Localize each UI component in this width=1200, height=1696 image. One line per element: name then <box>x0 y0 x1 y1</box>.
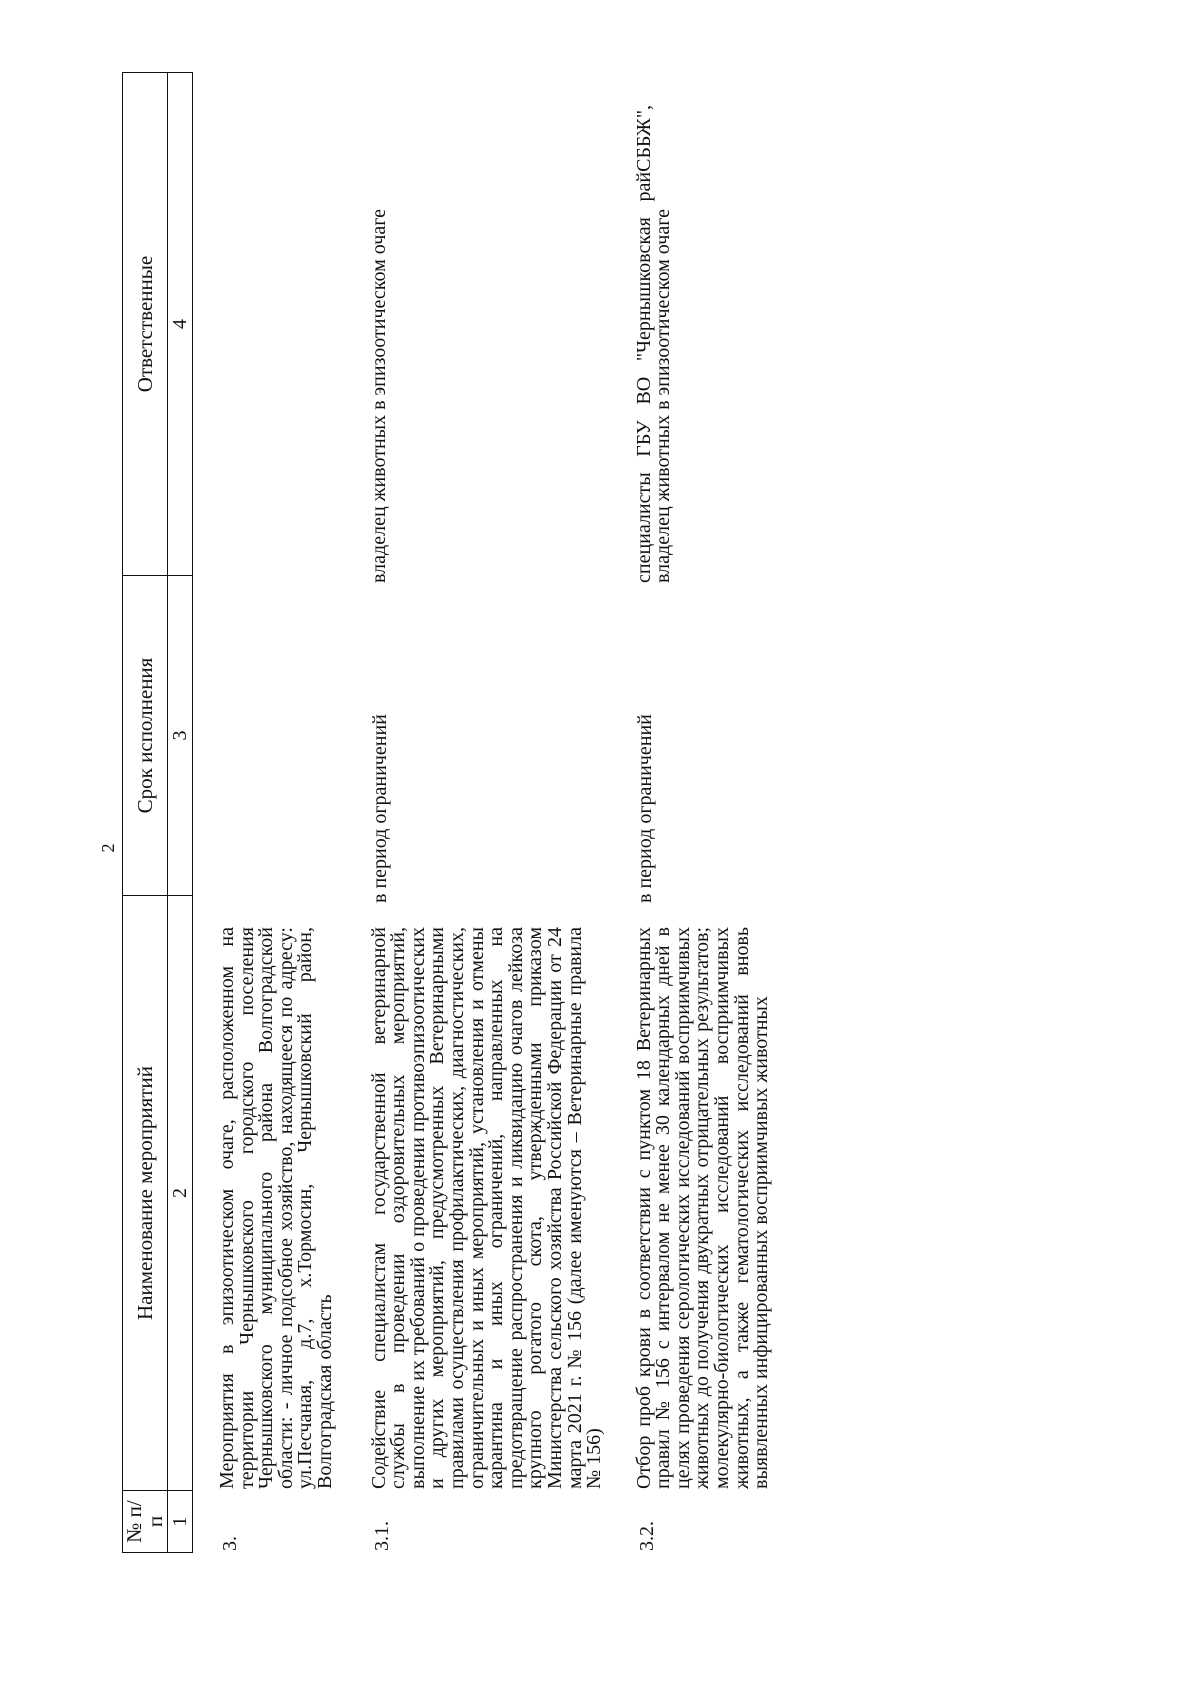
header-responsible: Ответственные <box>123 73 168 576</box>
row-responsible: владелец животных в эпизоотическом очаге <box>367 208 390 583</box>
table-body <box>216 105 806 1553</box>
row-num: 3. <box>219 1536 241 1551</box>
row-responsible: специалисты ГБУ ВО "Чернышковская райСББЖ", владелец животных в эпизоотическом очаге <box>632 105 675 583</box>
row-num: 3.2. <box>635 1521 658 1551</box>
column-number-4: 4 <box>168 73 193 576</box>
column-number-1: 1 <box>168 1491 193 1553</box>
header-term: Срок исполнения <box>123 576 168 896</box>
row-num: 3.1. <box>370 1521 393 1551</box>
column-number-2: 2 <box>168 896 193 1491</box>
column-number-3: 3 <box>168 576 193 896</box>
table-row <box>632 105 773 1553</box>
header-name: Наименование мероприятий <box>123 896 168 1491</box>
page-number: 2 <box>98 843 118 853</box>
row-name: Мероприятия в эпизоотическом очаге, расположенном на территории Чернышковского городского поселения Чернышковского муниципального района Волгоградской области: - личное подсобное хозяйство, находящееся по адресу: ул.Песчаная, д.7, х.Тормосин, Чернышковский район, Волгоградская область <box>216 927 336 1489</box>
table-row <box>218 109 336 1553</box>
row-term: в период ограничений <box>368 714 391 903</box>
row-name: Отбор проб крови в соответствии с пунктом 18 Ветеринарных правил № 156 с интервалом не менее 30 календарных дней в целях проведения серологических исследований восприимчивых животных до получения двукратных отрицательных результатов; молекулярно-биологических исследований восприимчивых животных, а также гематологических исследований вновь выявленных инфицированных восприимчивых животных <box>632 927 773 1489</box>
header-num: № п/п <box>123 1491 168 1553</box>
row-term: в период ограничений <box>633 714 656 903</box>
row-name: Содействие специалистам государственной ветеринарной службы в проведении оздоровительных мероприятий, выполнение их требований о проведении противоэпизоотических и других мероприятий, предусмотренных Ветеринарными правилами осуществления профилактических, диагностических, ограничительных и иных мероприятий, установления и отмены карантина и иных ограничений, направленных на предотвращение распространения и ликвидацию очагов лейкоза крупного рогатого скота, утвержденными приказом Министерства сельского хозяйства Российской Федерации от 24 марта 2021 г. № 156 (далее именуются – Ветеринарные правила № 156) <box>367 927 606 1489</box>
table-header <box>122 72 193 1553</box>
table-row <box>367 109 606 1553</box>
